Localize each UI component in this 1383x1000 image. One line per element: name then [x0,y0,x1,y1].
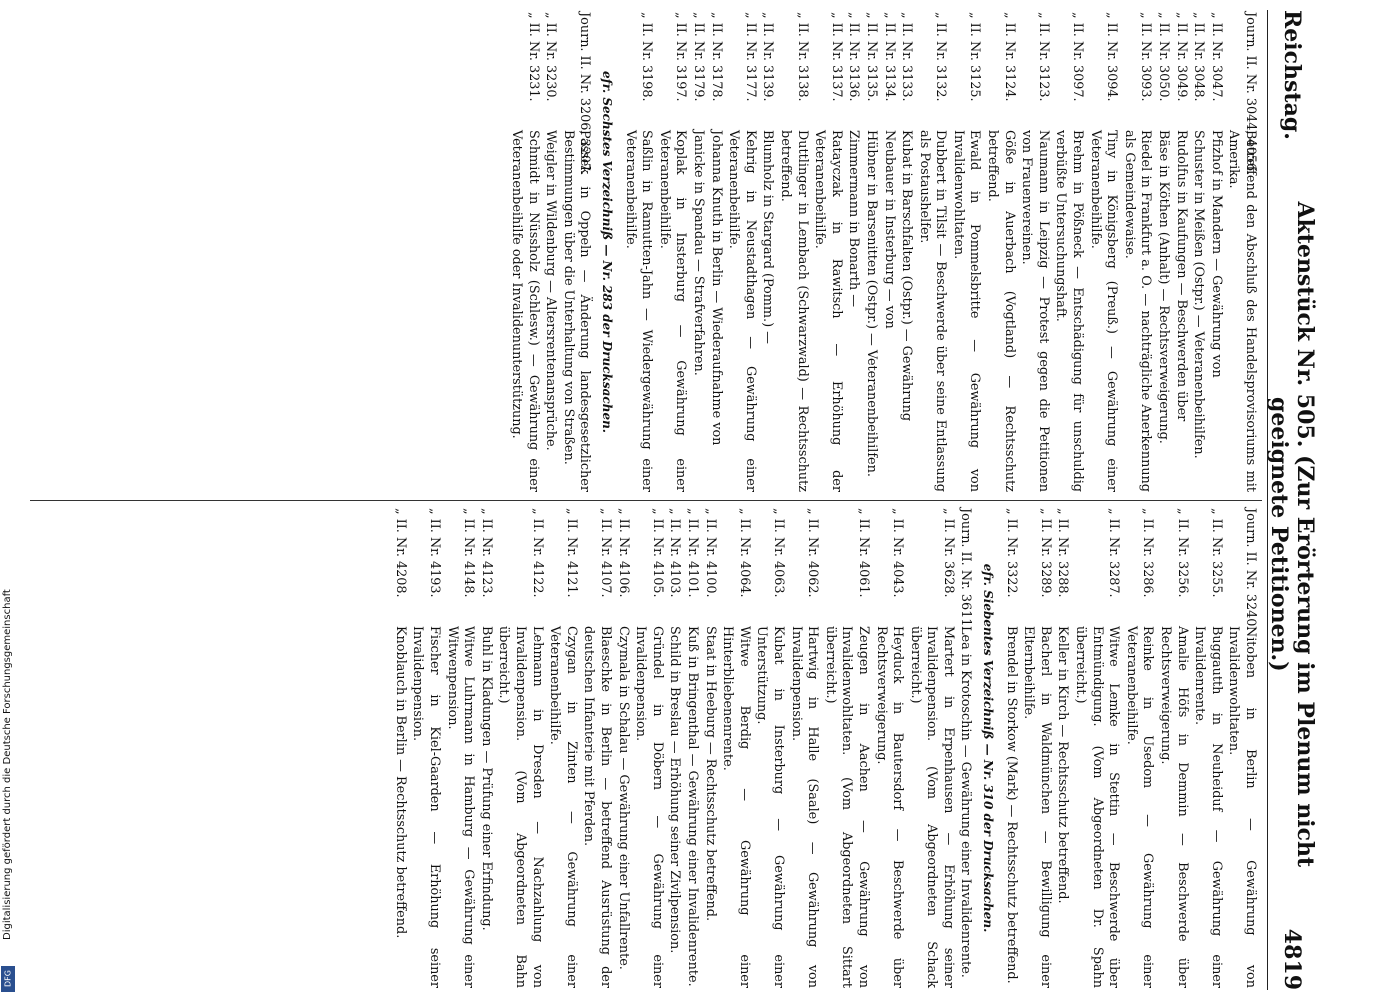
petition-text: Duttlinger in Lembach (Schwarzwald) — Rechtsschutz betreffend. [777,130,810,492]
journal-ref: „ II. Nr. 3094. [1104,12,1120,102]
petition-text: Czygan in Zinten — Gewährung einer Veteranenbeihilfe. [547,626,579,988]
petition-entry [621,12,654,492]
journal-ref: „ II. Nr. 3322. [1003,508,1019,598]
petition-text: Göße in Auerbach (Vogtland) — Rechtsschutz betreffend. [985,130,1017,492]
header-left: Reichstag. [1279,10,1305,140]
section-heading: efr. Sechstes Verzeichniß — Nr. 283 der Drucksachen. [600,70,615,433]
journal-ref: „ II. Nr. 4062. [805,508,821,598]
petition-entry [787,508,820,988]
journal-ref: „ II. Nr. 4123. [478,508,494,598]
digitization-credit: Digitalisierung gefördert durch die Deutsche Forschungsgemeinschaft [2,589,13,940]
journal-ref: „ II. Nr. 3255. [1208,508,1224,598]
petition-entry [689,12,706,492]
petition-entry [559,12,592,492]
petition-text: Bacherl in Waldmünchen — Bewilligung einer Elternbeihilfe. [1021,626,1053,988]
journal-ref: „ II. Nr. 3230. [543,12,559,102]
petition-entry [957,508,974,988]
petition-entry [1052,12,1085,492]
journal-ref: Journ. II. Nr. 3611. [958,508,974,631]
journal-ref: „ II. Nr. 4208. [392,508,408,598]
header-rule [1267,10,1268,990]
petition-text: Kehrig in Neustadthagen — Gewährung einer Veteranenbeihilfe. [726,130,758,492]
petition-entry [1002,508,1019,988]
petition-entry [949,12,982,492]
petition-text: Buggautth in Neuheiduf — Gewährung einer Invalidenrente. [1192,626,1224,988]
journal-ref: „ II. Nr. 4193. [427,508,443,598]
journal-ref: „ II. Nr. 3137. [828,12,844,102]
petition-text: Schild in Breslau — Erhöhung seiner Zivilpension. [667,626,683,954]
journal-ref: „ II. Nr. 3286. [1140,508,1156,598]
header-title: Aktenstück Nr. 505. (Zur Erörterung im Plenum nicht geeignete Petitionen.) [1266,201,1318,868]
petition-entry [1190,12,1207,492]
journal-ref: „ II. Nr. 3628. [940,508,956,598]
journal-ref: „ II. Nr. 4148. [461,508,477,598]
journal-ref: „ II. Nr. 3289. [1037,508,1053,598]
journal-ref: „ II. Nr. 3050. [1156,12,1172,102]
petition-entry [1054,508,1071,988]
petition-entry [507,12,540,492]
petition-text: Amalie Höfs in Demmin — Beschwerde über Rechtsverweigerung. [1158,626,1190,988]
petition-text: Tiny in Königsberg (Preuß.) — Gewährung einer Veteranenbeihilfe. [1087,130,1120,492]
petition-text: Schuster in Meißen (Ostpr.) — Veteranenbeihilfen. [1191,130,1207,459]
petition-entry [1172,12,1189,492]
dfg-logo: DFG [1,966,15,992]
petition-entry [701,508,718,988]
petition-text: Gründel in Döbern — Gewährung einer Invalidenpension. [633,626,665,988]
petition-entry [811,12,844,492]
petition-text: Lehmann in Dresden — Nachzahlung von Invalidenpension. (Vom Abgeordneten Bahn überreicht.) [496,626,545,988]
petition-entry [725,12,758,492]
petition-entry [1225,12,1258,492]
petition-text: Johanna Knuth in Berlin — Wiederaufnahme von [708,130,724,446]
journal-ref: „ II. Nr. 3256. [1174,508,1190,598]
journal-ref: „ II. Nr. 3136. [846,12,862,102]
petition-text: Neubauer in Insterburg — von [881,130,897,329]
petition-entry [776,12,809,492]
journal-ref: „ II. Nr. 4105. [649,508,665,598]
journal-ref: „ II. Nr. 3139. [760,12,776,102]
journal-ref: Journ. II. Nr. 3206, 3207. [577,12,593,176]
journal-ref: „ II. Nr. 3132. [933,12,949,102]
column-divider [30,500,1262,501]
petition-entry [1071,508,1121,988]
petition-text: Naumann in Leipzig — Protest gegen die Petitionen von Frauenvereinen. [1019,130,1051,492]
petition-entry [753,508,786,988]
petition-entry [845,12,862,492]
journal-ref: „ II. Nr. 3177. [742,12,758,102]
petition-text: Witwe Berdig — Gewährung einer Hinterbliebenenrente. [720,626,752,988]
petition-text: Lea in Krotoschin — Gewährung einer Invalidenrente. [958,626,974,978]
petition-text: Kubat in Barschfalten (Ostpr.) — Gewährung [899,130,915,422]
journal-ref: „ II. Nr. 3178. [708,12,724,102]
petition-entry [898,12,915,492]
petition-entry [683,508,700,988]
petition-text: Zimmermann in Bonarth — [846,130,862,308]
petition-entry [872,508,905,988]
petition-entry [1120,12,1153,492]
journal-ref: „ II. Nr. 4103. [667,508,683,598]
journal-ref: Journ. II. Nr. 3044, 4056. [1243,12,1258,176]
journal-ref: „ II. Nr. 3124. [1001,12,1017,102]
journal-ref: „ II. Nr. 3093. [1138,12,1154,102]
petition-text: Hübner in Barsenitten (Ostpr.) — Veteranenbeihilfen. [863,130,879,477]
journal-ref: „ II. Nr. 4061. [855,508,871,598]
petition-text: Brendel in Storkow (Mark) — Rechtsschutz betreffend. [1003,626,1019,984]
petition-text: Staat in Heeburg — Rechtsschutz betreffend. [702,626,718,922]
journal-ref: „ II. Nr. 3288. [1055,508,1071,598]
petition-entry [391,508,408,988]
left-column [506,12,1258,492]
petition-entry [1020,508,1053,988]
petition-text: Dubbert in Tilsit — Beschwerde über seine Entlassung als Postaushelfer. [916,130,949,492]
petition-text: Heyduck in Bautersdorf — Beschwerde über Rechtsverweigerung. [873,626,906,988]
journal-ref: „ II. Nr. 3134. [881,12,897,102]
journal-ref: „ II. Nr. 3231. [525,12,541,102]
petition-entry [632,508,665,988]
petition-text: Blumholz in Stargard (Pomm.) — [760,130,776,344]
petition-text: Czymala in Schalau — Gewährung einer Unfallrente. [615,626,631,970]
petition-text: Knoblauch in Berlin — Rechtsschutz betreffend. [392,626,408,939]
petition-text: Zeugen in Aachen — Gewährung von Invalidenwohltaten. (Vom Abgeordneten Sittart überreicht.) [822,626,871,988]
petition-text: Passek in Oppeln — Änderung landesgesetzlicher Bestimmungen über die Unterhaltung von Straßen. [560,130,593,492]
petition-text: Blaeschke in Berlin — betreffend Ausrüstung der deutschen Infanterie mit Pferden. [581,626,614,988]
journal-ref: „ II. Nr. 3198. [639,12,655,102]
journal-ref: „ II. Nr. 3179. [691,12,706,102]
journal-ref: „ II. Nr. 3287. [1106,508,1122,598]
petition-text: Riedel in Frankfurt a. O. — nachträgliche Anerkennung als Gemeindewaise. [1121,130,1154,492]
petition-text: Betreffend den Abschluß des Handelsprovisoriums mit Amerika. [1226,130,1258,492]
petition-entry [614,508,631,988]
petition-text: Witwe Lemke in Stettin — Beschwerde über Entmündigung. (Vom Abgeordneten Dr. Spahn überreicht.) [1073,626,1122,988]
journal-ref: „ II. Nr. 4064. [736,508,752,598]
petition-text: Nitoben in Berlin — Gewährung von Invalidenwohltaten. [1226,626,1258,988]
journal-ref: „ II. Nr. 3123. [1035,12,1051,102]
page-number: 4819 [1279,928,1305,990]
journal-ref: „ II. Nr. 4107. [598,508,614,598]
petition-text: Bäse in Köthen (Anhalt) — Rechtsverweigerung. [1156,130,1172,444]
petition-text: Koplak in Insterburg — Gewährung einer Veteranenbeihilfe. [656,130,689,492]
petition-text: Buhl in Kladungen — Prüfung einer Erfindung. [478,626,494,931]
petition-entry [1207,12,1224,492]
petition-text: Reinke in Usedom — Gewährung einer Veteranenbeihilfe. [1123,626,1156,988]
petition-entry [655,12,688,492]
journal-ref: „ II. Nr. 3048. [1191,12,1207,102]
right-column [390,508,1258,988]
petition-entry [1156,508,1189,988]
journal-ref: „ II. Nr. 3133. [899,12,915,102]
petition-text: Weigler in Wildenburg — Altersrentenansprüche. [543,130,559,451]
journal-ref: „ II. Nr. 4121. [563,508,579,598]
petition-entry [707,12,724,492]
petition-entry [821,508,871,988]
journal-ref: „ II. Nr. 3135. [863,12,879,102]
journal-ref: „ II. Nr. 4101. [685,508,700,598]
petition-text: Kubat in Insterburg — Gewährung einer Unterstützung. [754,626,786,988]
petition-entry [542,12,559,492]
petition-text: Fischer in Kiel-Gaarden — Erhöhung seiner Invalidenpension. [410,626,443,988]
petition-text: Kuß in Bringenthal — Gewährung einer Invalidenrente. [685,626,700,987]
journal-ref: „ II. Nr. 3097. [1070,12,1086,102]
petition-entry [1191,508,1224,988]
petition-entry [719,508,752,988]
petition-entry [906,508,956,988]
petition-entry [862,12,879,492]
journal-ref: „ II. Nr. 4100. [702,508,718,598]
petition-entry [984,12,1017,492]
petition-text: Martert in Erpenhausen — Erhöhung seiner Invalidenpension. (Vom Abgeordneten Schack überreicht.) [907,626,956,988]
petition-entry [1018,12,1051,492]
petition-text: Schmidt in Nüssholz (Schlesw.) — Gewährung einer Veteranenbeihilfe oder Invalidenunterstützung. [509,130,541,492]
journal-ref: „ II. Nr. 4122. [529,508,545,598]
petition-entry [880,12,897,492]
petition-text: Keller in Kirch — Rechtsschutz betreffend. [1055,626,1071,904]
petition-entry [915,12,948,492]
journal-ref: „ II. Nr. 4106. [615,508,631,598]
journal-ref: „ II. Nr. 3197. [673,12,689,102]
journal-ref: Journ. II. Nr. 3240. [1243,508,1258,631]
section-heading: efr. Siebentes Verzeichniß — Nr. 310 der Drucksachen. [981,563,996,933]
petition-entry [1086,12,1119,492]
journal-ref: „ II. Nr. 4063. [770,508,786,598]
journal-ref: „ II. Nr. 4043. [890,508,906,598]
page-header [1266,10,1318,990]
journal-ref: „ II. Nr. 3047. [1208,12,1224,102]
petition-text: Pfizhof in Mandern — Gewährung von [1208,130,1224,378]
petition-entry [1154,12,1171,492]
petition-entry [443,508,476,988]
petition-entry [409,508,442,988]
journal-ref: „ II. Nr. 3138. [794,12,810,102]
petition-entry [477,508,494,988]
petition-entry [759,12,776,492]
journal-ref: „ II. Nr. 3049. [1173,12,1189,102]
petition-entry [546,508,579,988]
petition-text: Hartwig in Halle (Saale) — Gewährung von Invalidenpension. [788,626,821,988]
petition-entry [1122,508,1155,988]
petition-text: Rudolfus in Kaufungen — Beschwerden über [1173,130,1189,422]
petition-text: Ratayczak in Rawitsch — Erhöhung der Veteranenbeihilfe. [812,130,844,492]
petition-text: Ewald in Pommelsbritte — Gewährung von Invalidenwohltaten. [950,130,983,492]
petition-entry [666,508,683,988]
journal-ref: „ II. Nr. 3125. [967,12,983,102]
petition-text: Brehm in Pößneck — Entschädigung für unschuldig verbüßte Untersuchungshaft. [1053,130,1086,492]
petition-entry [580,508,613,988]
petition-text: Saßlin in Ramutten-Jahn — Wiedergewährung einer Veteranenbeihilfe. [622,130,655,492]
petition-text: Janicke in Spandau — Strafverfahren. [691,130,706,376]
petition-text: Witwe Luhrmann in Hamburg — Gewährung einer Witwenpension. [444,626,477,988]
petition-entry [495,508,545,988]
petition-entry [1225,508,1258,988]
